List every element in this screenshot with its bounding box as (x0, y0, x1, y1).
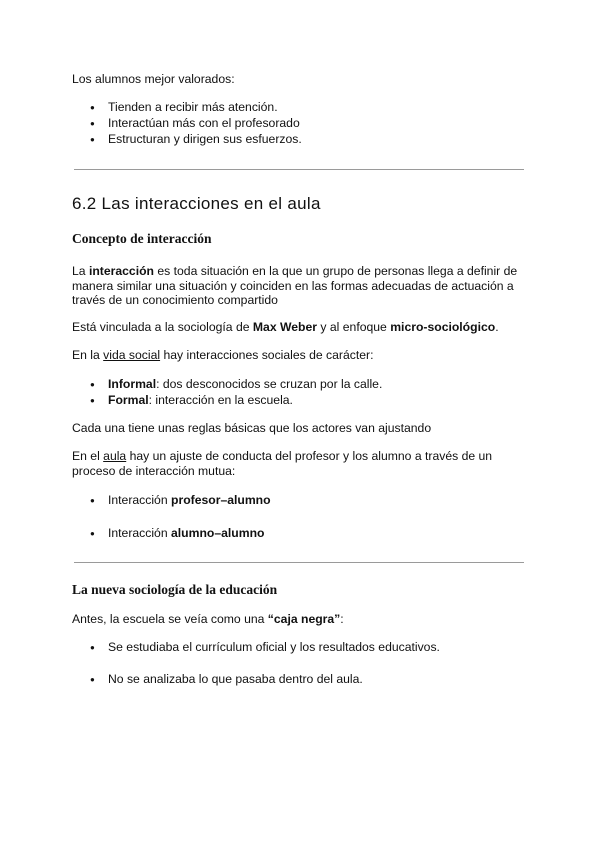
bold-term: interacción (88, 264, 154, 278)
paragraph-line (72, 449, 492, 464)
bullet-icon: ● (90, 396, 95, 405)
text-span: En el (72, 449, 104, 463)
paragraph (72, 348, 373, 363)
section-title: 6.2 Las interacciones en el aula (72, 194, 321, 213)
bullet-icon: ● (90, 380, 95, 389)
list-item-text (108, 493, 271, 508)
underlined-term: aula (103, 449, 127, 463)
section-subtitle: La nueva sociología de la educación (72, 582, 278, 597)
intro-heading: Los alumnos mejor valorados: (72, 72, 235, 86)
bullet-icon: ● (90, 103, 95, 112)
text-span: : interacción en la escuela. (148, 393, 293, 407)
list-item-text: Se estudiaba el currículum oficial y los resultados educativos. (108, 640, 440, 654)
text-span: La (72, 264, 89, 278)
list-item-text: Estructuran y dirigen sus esfuerzos. (108, 132, 302, 146)
paragraph: Cada una tiene unas reglas básicas que los actores van ajustando (72, 421, 432, 435)
bold-term: Formal (108, 393, 149, 407)
list-item-text (108, 393, 293, 408)
paragraph-line: través de un conocimiento compartido (72, 293, 278, 307)
paragraph-line (72, 264, 517, 279)
bullet-icon: ● (90, 643, 95, 652)
list-item-text: No se analizaba lo que pasaba dentro del aula. (108, 672, 363, 686)
list-item-text (108, 526, 264, 541)
bold-term: micro-sociológico (390, 320, 496, 334)
horizontal-divider (74, 169, 524, 170)
text-span: Interacción (108, 526, 172, 540)
bullet-icon: ● (90, 135, 95, 144)
underlined-term: vida social (103, 348, 161, 362)
text-span: : dos desconocidos se cruzan por la calle. (156, 377, 383, 391)
bold-term: Informal (108, 377, 157, 391)
bullet-icon: ● (90, 119, 95, 128)
text-span: : (340, 612, 344, 626)
text-span: Interacción (108, 493, 172, 507)
paragraph (72, 320, 499, 335)
bold-term: profesor–alumno (171, 493, 271, 507)
bold-term: Max Weber (252, 320, 318, 334)
bold-term: alumno–alumno (171, 526, 265, 540)
bullet-icon: ● (90, 675, 95, 684)
horizontal-divider (74, 562, 524, 563)
bullet-icon: ● (90, 529, 95, 538)
text-span: En la (72, 348, 104, 362)
bold-term: “caja negra” (267, 612, 341, 626)
text-span: . (495, 320, 499, 334)
section-subtitle: Concepto de interacción (72, 231, 212, 246)
text-span: Está vinculada a la sociología de (72, 320, 253, 334)
bullet-icon: ● (90, 496, 95, 505)
paragraph (72, 612, 344, 627)
list-item-text: Interactúan más con el profesorado (108, 116, 300, 130)
text-span: Antes, la escuela se veía como una (72, 612, 268, 626)
list-item-text: Tienden a recibir más atención. (108, 100, 278, 114)
text-span: es toda situación en la que un grupo de personas llega a definir de (153, 264, 518, 278)
list-item-text (108, 377, 382, 392)
text-span: hay un ajuste de conducta del profesor y los alumno a través de un (126, 449, 493, 463)
paragraph-line: manera similar una situación y coinciden en las formas adecuadas de actuación a (72, 279, 514, 293)
paragraph-line: proceso de interacción mutua: (72, 464, 236, 478)
text-span: hay interacciones sociales de carácter: (160, 348, 374, 362)
text-span: y al enfoque (317, 320, 391, 334)
